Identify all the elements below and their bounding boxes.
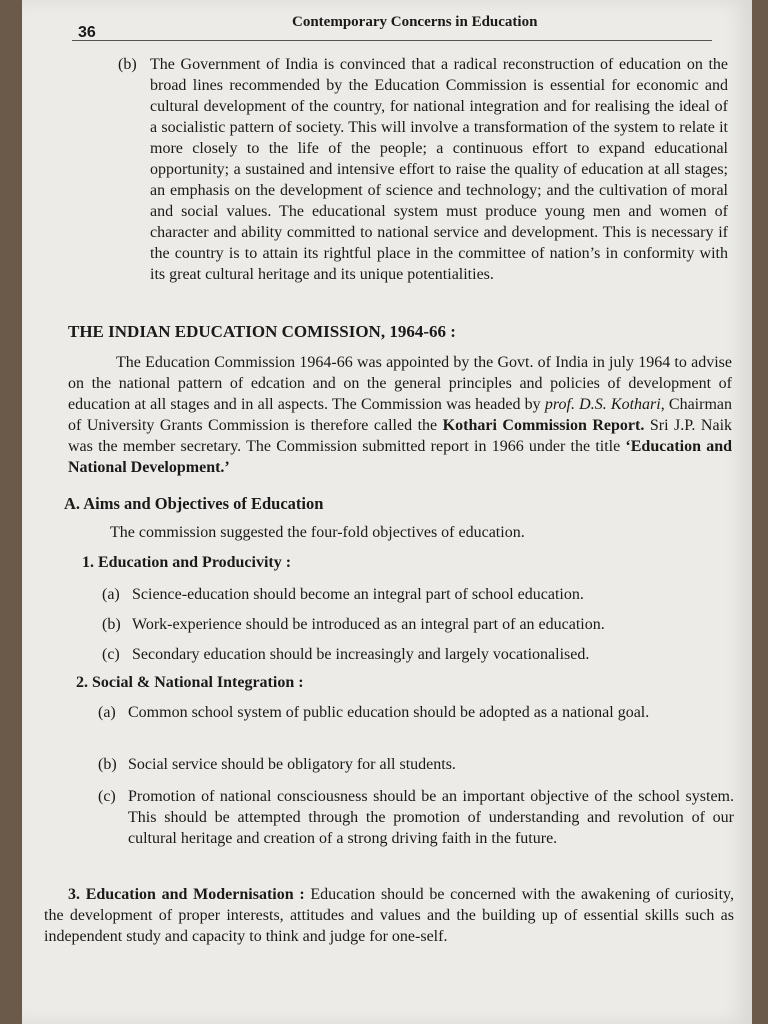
kothari-name: prof. D.S. Kothari	[544, 396, 661, 413]
sub2-item-b	[98, 754, 734, 775]
intro-text-2: , Chairman of University Grants Commission is therefore called the	[68, 396, 732, 434]
item-text: Social service should be obligatory for all students.	[128, 756, 456, 773]
sub2-item-a	[98, 702, 734, 723]
page-header	[72, 14, 712, 41]
section-a-heading: A. Aims and Objectives of Education	[64, 494, 324, 513]
item-marker: (a)	[98, 704, 116, 721]
sub2-item-c	[98, 786, 734, 849]
item-text: The Government of India is convinced that a radical reconstruction of education on the broad lines recommended by the Education Commission is essential for economic and cultural development of the country, for national integration and for realising the ideal of a socialistic pattern of society. This will involve a transformation of the system to relate it more closely to the life of the people; a continuous effort to expand educational opportunity; a sustained and intensive effort to raise the quality of education at all stages; an emphasis on the development of science and technology; and the cultivation of moral and social values. The educational system must produce young men and women of character and ability committed to national service and development. This is necessary if the country is to attain its rightful place in the committee of nation’s in conformity with its great cultural heritage and its unique potentialities.	[150, 56, 728, 283]
item-marker: (a)	[102, 586, 120, 603]
item-text: Promotion of national consciousness should be an important objective of the school system. This should be attempted through the promotion of understanding and revolution of our cultural heritage and creation of a strong driving faith in the future.	[128, 788, 734, 847]
running-head: Contemporary Concerns in Education	[292, 14, 538, 30]
item-marker: (b)	[102, 616, 121, 633]
government-resolution-item	[118, 54, 728, 285]
sub3-text: Education should be concerned with the awakening of curiosity, the development of proper interests, attitudes and values and the building up of essential skills such as independent study and capacity to think and judge for one-self.	[44, 886, 735, 945]
sub1-heading: 1. Education and Producivity :	[82, 554, 292, 571]
commission-intro-paragraph	[68, 352, 732, 478]
book-page	[22, 0, 752, 1024]
item-text: Science-education should become an integral part of school education.	[132, 586, 584, 603]
item-marker: (c)	[102, 646, 120, 663]
section-heading: THE INDIAN EDUCATION COMISSION, 1964-66 :	[68, 322, 456, 341]
item-text: Secondary education should be increasingly and largely vocationalised.	[132, 646, 590, 663]
page-number: 36	[78, 24, 96, 41]
intro-text-3: Sri J.P. Naik was the member secretary. The Commission submitted report in 1966 under the title	[68, 417, 733, 455]
item-marker: (b)	[118, 56, 137, 73]
report-title: ‘Education and National Development.’	[68, 438, 733, 476]
item-text: Common school system of public education should be adopted as a national goal.	[128, 704, 650, 721]
sub2-heading: 2. Social & National Integration :	[76, 674, 304, 691]
item-marker: (b)	[98, 756, 117, 773]
item-marker: (c)	[98, 788, 116, 805]
section-a-intro: The commission suggested the four-fold objectives of education.	[110, 524, 525, 541]
sub1-item-c	[102, 644, 732, 665]
sub1-item-b	[102, 614, 732, 635]
sub3-paragraph	[44, 884, 734, 947]
report-name: Kothari Commission Report.	[442, 417, 645, 434]
item-text: Work-experience should be introduced as an integral part of an education.	[132, 616, 605, 633]
sub3-heading: 3. Education and Modernisation :	[68, 886, 305, 903]
sub1-item-a	[102, 584, 732, 605]
intro-text-1: The Education Commission 1964-66 was appointed by the Govt. of India in july 1964 to advise on the national pattern of edcation and on the general principles and policies of development of education at all stages and in all aspects. The Commission was headed by	[68, 354, 732, 413]
